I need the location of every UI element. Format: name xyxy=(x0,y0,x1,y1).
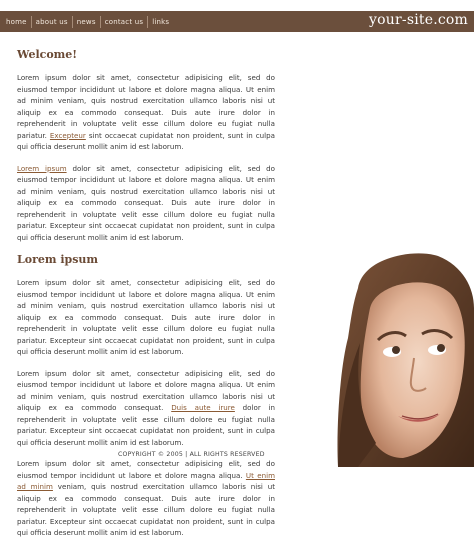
footer-copyright: COPYRIGHT © 2005 | ALL RIGHTS RESERVED xyxy=(118,451,265,458)
inline-link-duis-aute-irure[interactable]: Duis aute irure xyxy=(171,403,235,412)
paragraph xyxy=(17,458,275,539)
paragraph-text: Lorem ipsum dolor sit amet, consectetur adipisicing elit, sed do eiusmod tempor incididunt ut labore et dolore magna aliqua. Ut enim ad minim veniam, quis nostrud exercitation ullamco laboris nisi ut aliquip ex ea commodo consequat. Duis aute irure dolor in reprehenderit in voluptate velit esse cillum dolore eu fugiat nulla pariatur. xyxy=(17,73,275,140)
paragraph-text: Lorem ipsum dolor sit amet, consectetur adipisicing elit, sed do eiusmod tempor incididunt ut labore et dolore magna aliqua. xyxy=(17,459,275,480)
paragraph-text: dolor sit amet, consectetur adipisicing elit, sed do eiusmod tempor incididunt ut labore et dolore magna aliqua. Ut enim ad minim veniam, quis nostrud exercitation ullamco laboris nisi ut aliquip ex ea commodo consequat. Duis aute irure dolor in reprehenderit in voluptate velit esse cillum dolore eu fugiat nulla pariatur. Excepteur sint occaecat cupidatat non proident, sunt in culpa qui officia deserunt mollit anim id est laborum. xyxy=(17,163,275,242)
paragraph xyxy=(17,368,275,449)
welcome-heading: Welcome! xyxy=(17,48,78,61)
paragraph-text: dolor in reprehenderit in voluptate velit esse cillum dolore eu fugiat nulla pariatur. Excepteur sint occaecat cupidatat non proident, sunt in culpa qui officia deserunt mollit anim id est laborum. xyxy=(17,403,275,447)
paragraph-text: veniam, quis nostrud exercitation ullamco laboris nisi ut aliquip ex ea commodo consequat. Duis aute irure dolor in reprehenderit in voluptate velit esse cillum dolore eu fugiat nulla pariatur. Excepteur sint occaecat cupidatat non proident, sunt in culpa qui officia deserunt mollit anim id est laborum. xyxy=(17,482,275,537)
nav-link-home[interactable]: home xyxy=(6,17,27,26)
nav-link-about-us[interactable]: about us xyxy=(35,17,68,26)
inline-link-excepteur[interactable]: Excepteur xyxy=(49,130,86,140)
nav-link-news[interactable]: news xyxy=(76,17,96,26)
nav-link-contact-us[interactable]: contact us xyxy=(104,17,144,26)
paragraph xyxy=(17,72,275,153)
nav-link-links[interactable]: links xyxy=(152,17,170,26)
main-content xyxy=(17,48,275,549)
paragraph-text: Lorem ipsum dolor sit amet, consectetur adipisicing elit, sed do eiusmod tempor incididunt ut labore et dolore magna aliqua. Ut enim ad minim veniam, quis nostrud exercitation ullamco laboris nisi ut aliquip ex ea commodo consequat. xyxy=(17,368,275,412)
inline-link-lorem-ipsum[interactable]: Lorem ipsum xyxy=(17,163,67,173)
paragraph-text: sint occaecat cupidatat non proident, sunt in culpa qui officia deserunt mollit anim id est laborum. xyxy=(17,130,275,151)
top-navigation-bar xyxy=(0,11,474,32)
paragraph xyxy=(17,277,275,358)
nav-links xyxy=(2,11,173,32)
inline-link-ut-enim-ad-minim[interactable]: Ut enim ad minim xyxy=(17,470,275,491)
lorem-ipsum-heading: Lorem ipsum xyxy=(17,253,99,266)
paragraph-text: Lorem ipsum dolor sit amet, consectetur adipisicing elit, sed do eiusmod tempor incididunt ut labore et dolore magna aliqua. Ut enim ad minim veniam, quis nostrud exercitation ullamco laboris nisi ut aliquip ex ea commodo consequat. Duis aute irure dolor in reprehenderit in voluptate velit esse cillum dolore eu fugiat nulla pariatur. Excepteur sint occaecat cupidatat non proident, sunt in culpa qui officia deserunt mollit anim id est laborum. xyxy=(17,278,275,356)
site-logo-text: your-site.com xyxy=(369,12,468,28)
paragraph xyxy=(17,163,275,244)
woman-portrait-photo xyxy=(318,248,474,467)
